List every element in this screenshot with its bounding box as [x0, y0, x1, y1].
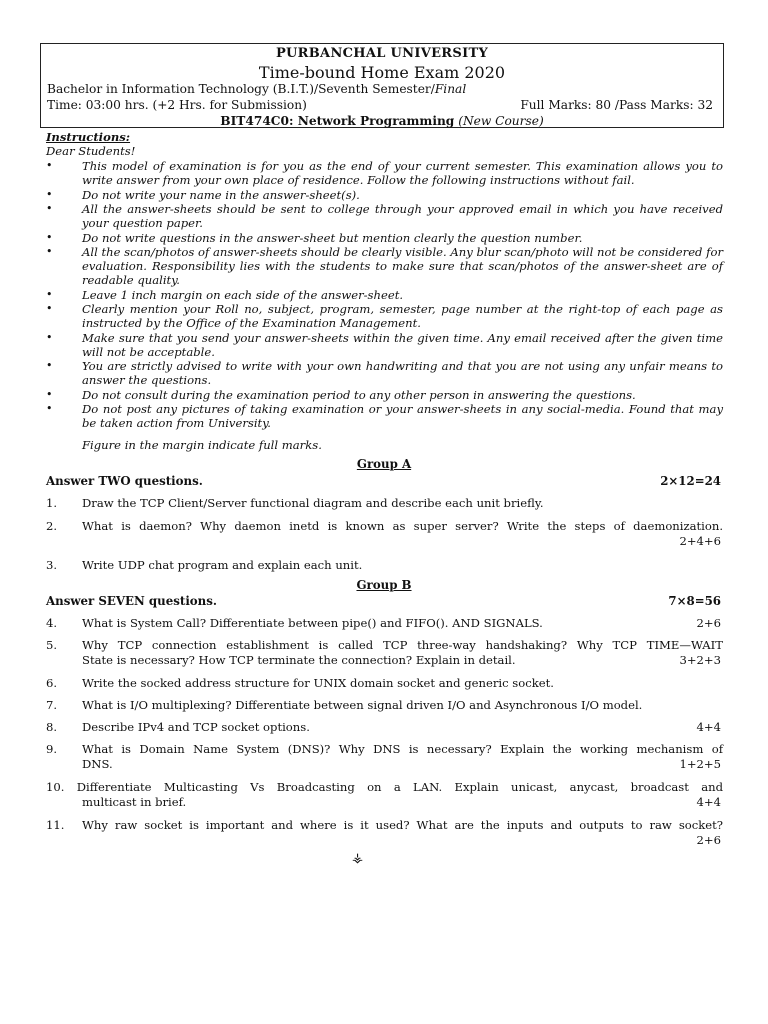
bullet-icon: • [46, 388, 53, 401]
university-name: PURBANCHAL UNIVERSITY [275, 46, 489, 61]
group-a-title: Group A [356, 457, 412, 471]
question-number: 10. [46, 780, 65, 794]
exam-header [40, 43, 724, 128]
question-text: What is daemon? Why daemon inetd is known as super server? Write the steps of daemonization. [82, 519, 723, 533]
question-text: What is Domain Name System (DNS)? Why DNS is necessary? Explain the working mechanism of [82, 742, 723, 756]
question-marks: 4+4 [696, 720, 721, 734]
bullet-icon: • [46, 245, 53, 258]
question-marks: 2+4+6 [679, 534, 721, 548]
instruction-item: Leave 1 inch margin on each side of the answer-sheet. [82, 288, 404, 302]
bullet-icon: • [46, 288, 53, 301]
course-note: (New Course) [458, 114, 544, 128]
question-text: Why raw socket is important and where is it used? What are the inputs and outputs to raw socket? [82, 818, 723, 832]
instruction-item: All the answer-sheets should be sent to college through your approved email in which you have received your question paper. [82, 202, 723, 231]
question-text-continued: State is necessary? How TCP terminate the connection? Explain in detail. [82, 653, 516, 667]
bullet-icon: • [46, 188, 53, 201]
program-suffix: Final [434, 82, 467, 96]
instruction-item: Do not write your name in the answer-sheet(s). [82, 188, 360, 202]
question-number: 8. [46, 720, 58, 734]
question-number: 6. [46, 676, 58, 690]
question-marks: 2+6 [696, 833, 721, 847]
instruction-item: Do not consult during the examination period to any other person in answering the questions. [82, 388, 636, 402]
program-text: Bachelor in Information Technology (B.I.T.)/Seventh Semester/ [47, 82, 435, 96]
question-number: 7. [46, 698, 58, 712]
bullet-icon: • [46, 202, 53, 215]
instruction-item: Do not write questions in the answer-sheet but mention clearly the question number. [82, 231, 583, 245]
group-b-marks: 7×8=56 [668, 594, 721, 608]
question-number: 4. [46, 616, 58, 630]
exam-marks: Full Marks: 80 /Pass Marks: 32 [520, 98, 713, 112]
instruction-item: Clearly mention your Roll no, subject, program, semester, page number at the right-top of each page as instructed by the Office of the Examination Management. [82, 302, 723, 331]
question-text: Why TCP connection establishment is called TCP three-way handshaking? Why TCP TIME—WAIT [82, 638, 723, 652]
question-text: 10. Differentiate Multicasting Vs Broadcasting on a LAN. Explain unicast, anycast, broadcast and [46, 780, 723, 794]
question-marks: 1+2+5 [679, 757, 721, 771]
question-number: 5. [46, 638, 58, 652]
question-text: What is I/O multiplexing? Differentiate between signal driven I/O and Asynchronous I/O model. [82, 698, 643, 712]
group-a-instruction: Answer TWO questions. [46, 474, 203, 488]
bullet-icon: • [46, 302, 53, 315]
instruction-item: Make sure that you send your answer-sheets within the given time. Any email received after the given time will not be acceptable. [82, 331, 723, 360]
exam-title: Time-bound Home Exam 2020 [258, 63, 506, 82]
question-text: Write UDP chat program and explain each unit. [82, 558, 363, 572]
question-number: 2. [46, 519, 58, 533]
question-text-continued: multicast in brief. [82, 795, 187, 809]
question-text: Describe IPv4 and TCP socket options. [82, 720, 310, 734]
end-mark-icon: ⚶ [352, 851, 364, 866]
question-text-continued: DNS. [82, 757, 113, 771]
instruction-item: You are strictly advised to write with your own handwriting and that you are not using any unfair means to answer the questions. [82, 359, 723, 388]
program-line [47, 82, 466, 96]
bullet-icon: • [46, 402, 53, 415]
bullet-icon: • [46, 331, 53, 344]
question-marks: 3+2+3 [679, 653, 721, 667]
course-title [41, 114, 723, 128]
greeting: Dear Students! [46, 144, 136, 158]
instruction-item: Do not post any pictures of taking examination or your answer-sheets in any social-media. Found that may be taken action from University. [82, 402, 723, 431]
question-marks: 2+6 [696, 616, 721, 630]
question-number: 1. [46, 496, 58, 510]
group-b-instruction: Answer SEVEN questions. [46, 594, 217, 608]
bullet-icon: • [46, 359, 53, 372]
group-a-marks: 2×12=24 [660, 474, 721, 488]
bullet-icon: • [46, 231, 53, 244]
exam-time: Time: 03:00 hrs. (+2 Hrs. for Submission) [47, 98, 307, 112]
question-number: 3. [46, 558, 58, 572]
question-number: 9. [46, 742, 58, 756]
question-text: Draw the TCP Client/Server functional diagram and describe each unit briefly. [82, 496, 544, 510]
course-code: BIT474C0: Network Programming [220, 114, 455, 128]
question-text: What is System Call? Differentiate between pipe() and FIFO(). AND SIGNALS. [82, 616, 543, 630]
bullet-icon: • [46, 159, 53, 172]
instruction-item: All the scan/photos of answer-sheets should be clearly visible. Any blur scan/photo will not be considered for evaluation. Responsibility lies with the students to make sure that scan/photos of the answer-sheet are of readable quality. [82, 245, 723, 288]
question-text: Write the socked address structure for UNIX domain socket and generic socket. [82, 676, 554, 690]
question-marks: 4+4 [696, 795, 721, 809]
instruction-item: This model of examination is for you as the end of your current semester. This examination allows you to write answer from your own place of residence. Follow the following instructions without fail. [82, 159, 723, 188]
group-b-title: Group B [356, 578, 412, 592]
instructions-heading: Instructions: [46, 130, 131, 144]
question-number: 11. [46, 818, 65, 832]
marks-note: Figure in the margin indicate full marks. [82, 438, 322, 452]
